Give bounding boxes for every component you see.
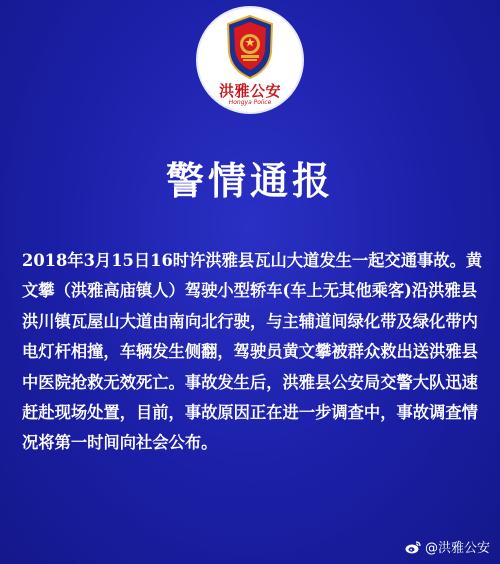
police-badge bbox=[198, 8, 302, 112]
notice-line: 赶赴现场处置，目前，事故原因正在进一步调查中，事故调查情 bbox=[22, 403, 478, 423]
notice-line: 电灯杆相撞，车辆发生侧翻，驾驶员黄文攀被群众救出送洪雅县 bbox=[22, 342, 478, 362]
weibo-icon bbox=[405, 540, 421, 554]
page-title: 警情通报 bbox=[165, 159, 334, 203]
watermark-text: @洪雅公安 bbox=[424, 541, 490, 556]
badge-name: 洪雅公安 bbox=[218, 82, 281, 100]
weibo-watermark bbox=[405, 537, 490, 556]
notice-line: 洪川镇瓦屋山大道由南向北行驶，与主辅道间绿化带及绿化带内 bbox=[22, 311, 478, 331]
notice-line: 文攀（洪雅高庙镇人）驾驶小型轿车(车上无其他乘客)沿洪雅县 bbox=[22, 281, 478, 301]
notice-line: 2018年3月15日16时许洪雅县瓦山大道发生一起交通事故。黄 bbox=[22, 251, 483, 270]
police-emblem-icon bbox=[225, 14, 275, 80]
notice-line: 中医院抢救无效死亡。事故发生后，洪雅县公安局交警大队迅速 bbox=[22, 372, 478, 392]
badge-subtitle: Hongya Police bbox=[228, 99, 272, 106]
notice-body bbox=[22, 246, 483, 459]
notice-line: 况将第一时间向社会公布。 bbox=[22, 433, 218, 453]
